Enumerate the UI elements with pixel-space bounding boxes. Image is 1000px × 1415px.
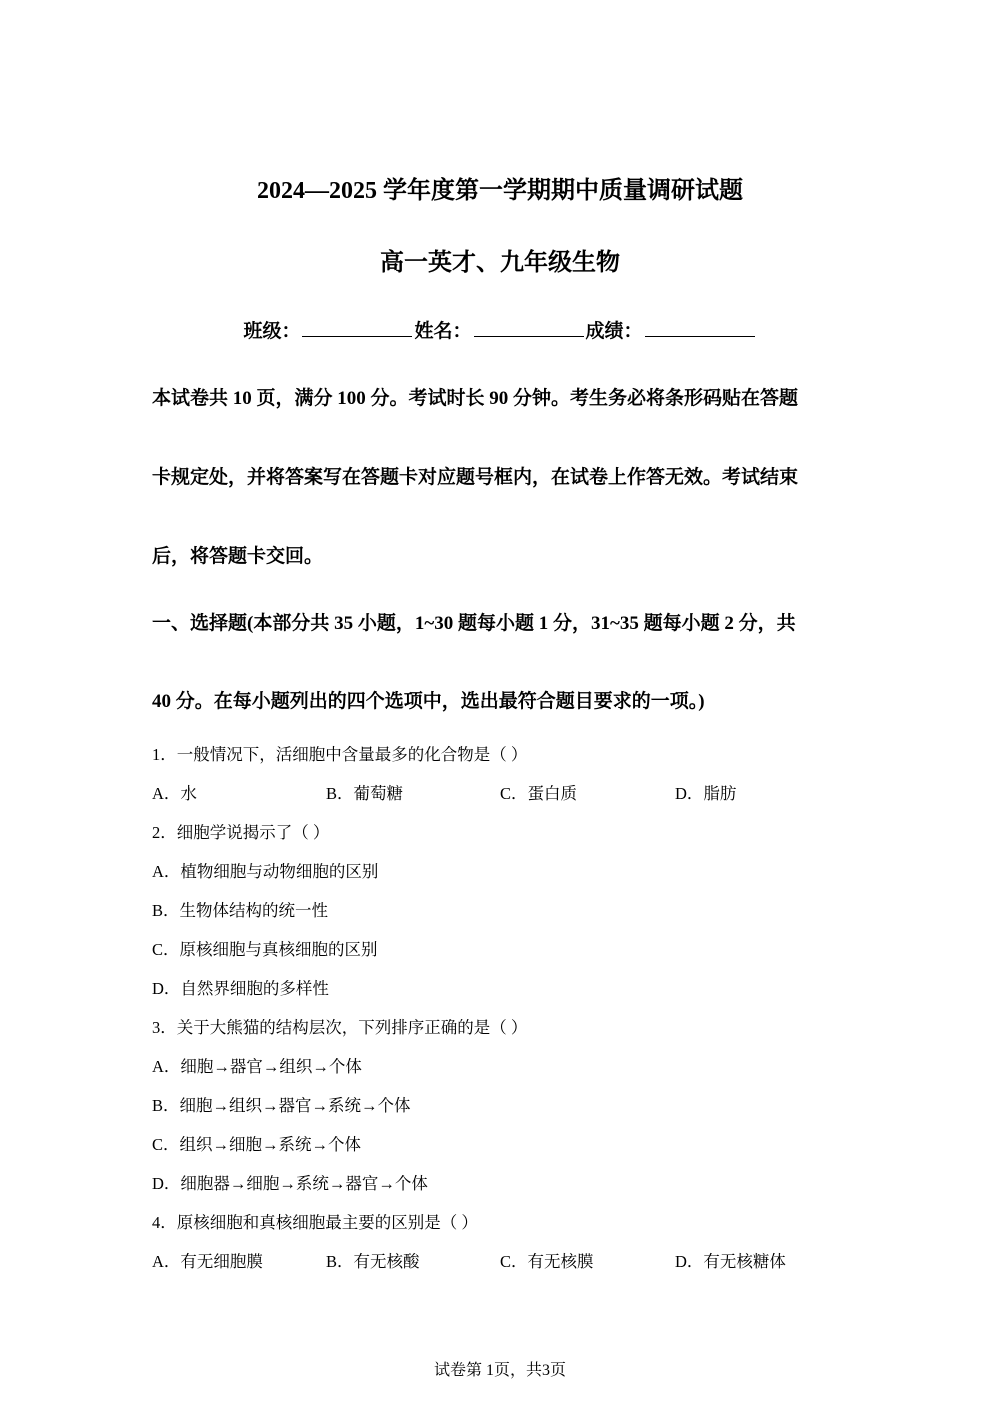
- question-1-stem: 1．一般情况下，活细胞中含量最多的化合物是（ ）: [152, 745, 528, 764]
- question-1-option-b: B．葡萄糖: [326, 784, 404, 803]
- page-footer: 试卷第 1页，共3页: [433, 1362, 566, 1379]
- question-3-option-c: C．组织→细胞→系统→个体: [152, 1135, 362, 1154]
- question-2-option-c: C．原核细胞与真核细胞的区别: [152, 940, 378, 959]
- question-4-option-a: A．有无细胞膜: [152, 1252, 263, 1271]
- section-heading-line-1: 一、选择题(本部分共 35 小题，1~30 题每小题 1 分，31~35 题每小题 2 分，共: [152, 613, 796, 634]
- question-3-option-d: D．细胞器→细胞→系统→器官→个体: [152, 1174, 428, 1193]
- question-4-option-b: B．有无核酸: [326, 1252, 420, 1271]
- question-2-option-b: B．生物体结构的统一性: [152, 901, 329, 920]
- question-1-option-a: A．水: [152, 784, 197, 803]
- question-4-option-d: D．有无核糖体: [675, 1252, 786, 1271]
- question-1-option-d: D．脂肪: [675, 784, 737, 803]
- question-4-stem: 4．原核细胞和真核细胞最主要的区别是（ ）: [152, 1213, 478, 1232]
- score-field[interactable]: [645, 318, 755, 337]
- student-info-line: [0, 316, 1000, 343]
- question-3-option-b: B．细胞→组织→器官→系统→个体: [152, 1096, 411, 1115]
- question-3-stem: 3．关于大熊猫的结构层次，下列排序正确的是（ ）: [152, 1018, 528, 1037]
- instructions-line-3: 后，将答题卡交回。: [152, 546, 324, 567]
- class-label: 班级：: [243, 321, 301, 342]
- question-1-option-c: C．蛋白质: [500, 784, 578, 803]
- question-2-stem: 2．细胞学说揭示了（ ）: [152, 823, 330, 842]
- question-2-option-a: A．植物细胞与动物细胞的区别: [152, 862, 379, 881]
- question-4-option-c: C．有无核膜: [500, 1252, 594, 1271]
- instructions-line-2: 卡规定处，并将答案写在答题卡对应题号框内，在试卷上作答无效。考试结束: [152, 467, 799, 488]
- name-label: 姓名：: [414, 321, 472, 342]
- name-field[interactable]: [474, 318, 584, 337]
- question-3-option-a: A．细胞→器官→组织→个体: [152, 1057, 362, 1076]
- instructions-line-1: 本试卷共 10 页，满分 100 分。考试时长 90 分钟。考生务必将条形码贴在答题: [152, 388, 799, 409]
- class-field[interactable]: [302, 318, 412, 337]
- exam-title: 2024—2025 学年度第一学期期中质量调研试题: [257, 178, 743, 204]
- question-2-option-d: D．自然界细胞的多样性: [152, 979, 329, 998]
- section-heading-line-2: 40 分。在每小题列出的四个选项中，选出最符合题目要求的一项。): [152, 691, 705, 712]
- exam-subtitle: 高一英才、九年级生物: [380, 250, 620, 276]
- score-label: 成绩：: [585, 321, 643, 342]
